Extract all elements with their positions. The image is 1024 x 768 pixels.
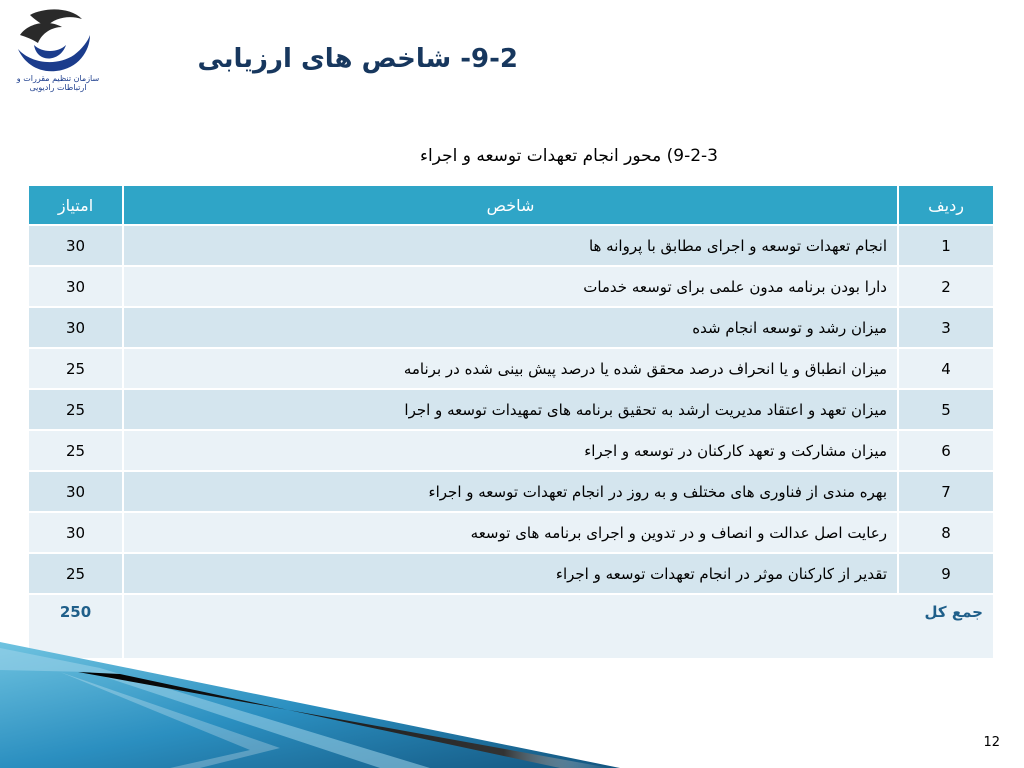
indicator-cell: میزان تعهد و اعتقاد مدیریت ارشد به تحقیق برنامه های تمهیدات توسعه و اجرا [123,389,898,430]
slide-title: 9-2- شاخص های ارزیابی [197,44,518,74]
score-cell: 30 [28,266,123,307]
indicator-cell: میزان انطباق و یا انحراف درصد محقق شده یا درصد پیش بینی شده در برنامه [123,348,898,389]
header-row-number: ردیف [898,185,994,225]
score-cell: 25 [28,348,123,389]
table-row [28,512,994,553]
total-score: 250 [28,594,123,659]
score-cell: 30 [28,225,123,266]
indicator-cell: میزان مشارکت و تعهد کارکنان در توسعه و اجراء [123,430,898,471]
page-number: 12 [983,735,1000,750]
row-number: 6 [898,430,994,471]
indicator-cell: تقدیر از کارکنان موثر در انجام تعهدات توسعه و اجراء [123,553,898,594]
table-row [28,471,994,512]
indicator-cell: انجام تعهدات توسعه و اجرای مطابق با پروانه ها [123,225,898,266]
row-number: 9 [898,553,994,594]
row-number: 3 [898,307,994,348]
row-number: 4 [898,348,994,389]
indicator-cell: دارا بودن برنامه مدون علمی برای توسعه خدمات [123,266,898,307]
evaluation-table [27,184,995,660]
score-cell: 30 [28,307,123,348]
row-number: 5 [898,389,994,430]
score-cell: 25 [28,389,123,430]
table-row [28,225,994,266]
logo-caption: سازمان تنظیم مقررات و ارتباطات رادیویی [16,74,100,92]
table-row [28,389,994,430]
score-cell: 25 [28,430,123,471]
header-indicator: شاخص [123,185,898,225]
table-header-row [28,185,994,225]
total-label: جمع کل [123,594,994,659]
header-score: امتیاز [28,185,123,225]
table-row [28,307,994,348]
indicator-cell: بهره مندی از فناوری های مختلف و به روز در انجام تعهدات توسعه و اجراء [123,471,898,512]
table-row [28,266,994,307]
row-number: 7 [898,471,994,512]
section-subtitle: 9-2-3) محور انجام تعهدات توسعه و اجراء [419,146,718,166]
indicator-cell: رعایت اصل عدالت و انصاف و در تدوین و اجرای برنامه های توسعه [123,512,898,553]
score-cell: 30 [28,471,123,512]
table-row [28,348,994,389]
score-cell: 25 [28,553,123,594]
decorative-swoosh [0,600,620,768]
table-row [28,553,994,594]
row-number: 2 [898,266,994,307]
indicator-cell: میزان رشد و توسعه انجام شده [123,307,898,348]
score-cell: 30 [28,512,123,553]
table-row [28,430,994,471]
row-number: 1 [898,225,994,266]
row-number: 8 [898,512,994,553]
